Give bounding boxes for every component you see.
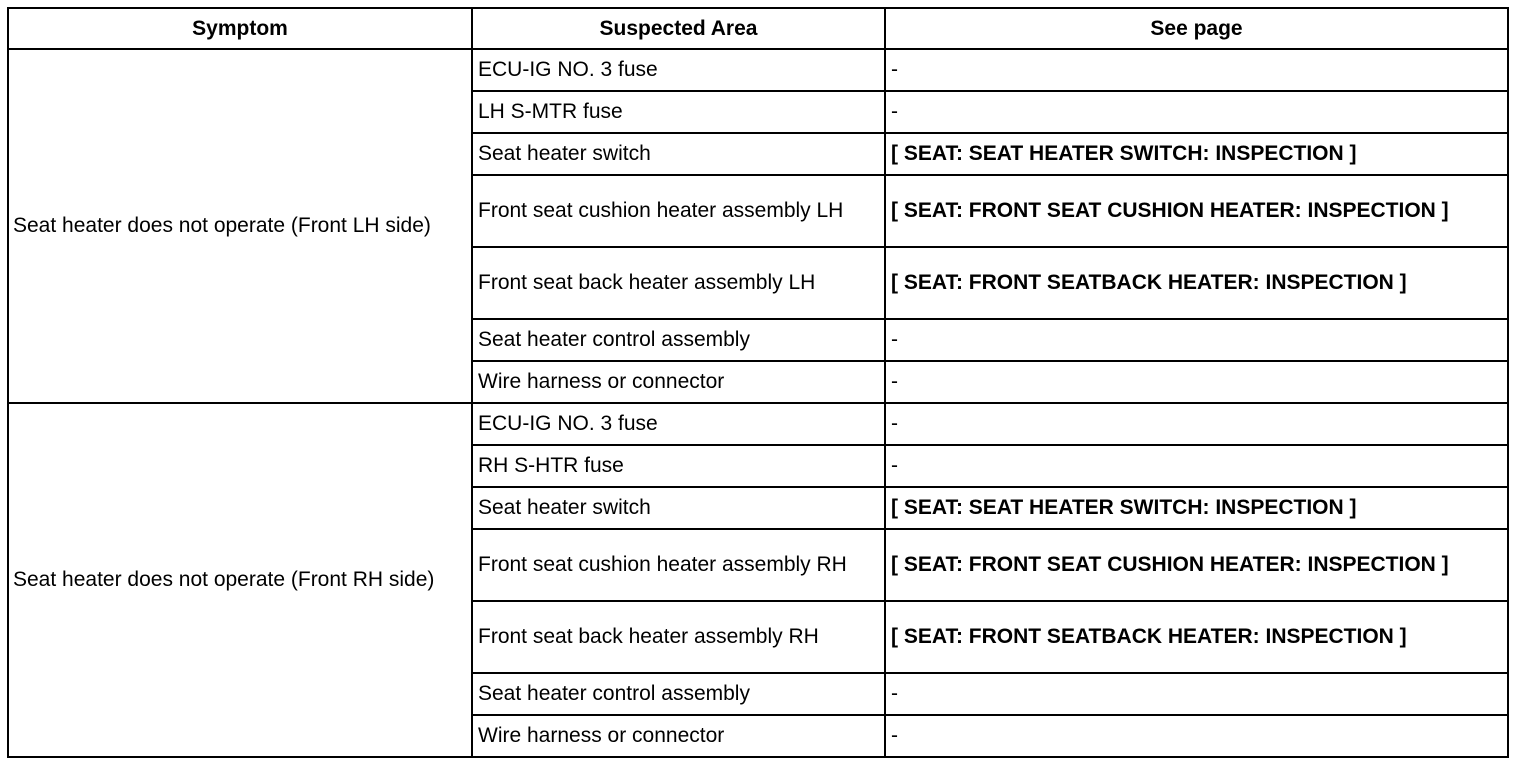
see-page-cell: - <box>885 361 1508 403</box>
suspected-area-cell: Front seat cushion heater assembly RH <box>472 529 885 601</box>
table-row <box>8 403 1508 445</box>
see-page-link[interactable]: [ SEAT: FRONT SEATBACK HEATER: INSPECTION ] <box>885 601 1508 673</box>
suspected-area-cell: Seat heater control assembly <box>472 319 885 361</box>
symptom-cell: Seat heater does not operate (Front RH side) <box>8 403 472 757</box>
suspected-area-cell: Seat heater switch <box>472 487 885 529</box>
see-page-link[interactable]: [ SEAT: FRONT SEATBACK HEATER: INSPECTION ] <box>885 247 1508 319</box>
see-page-link[interactable]: [ SEAT: SEAT HEATER SWITCH: INSPECTION ] <box>885 133 1508 175</box>
suspected-area-cell: Seat heater control assembly <box>472 673 885 715</box>
see-page-cell: - <box>885 91 1508 133</box>
suspected-area-cell: Seat heater switch <box>472 133 885 175</box>
header-suspected-area: Suspected Area <box>472 8 885 49</box>
see-page-link[interactable]: [ SEAT: FRONT SEAT CUSHION HEATER: INSPECTION ] <box>885 175 1508 247</box>
see-page-cell: - <box>885 445 1508 487</box>
suspected-area-cell: ECU-IG NO. 3 fuse <box>472 49 885 91</box>
suspected-area-cell: Wire harness or connector <box>472 715 885 757</box>
see-page-cell: - <box>885 49 1508 91</box>
see-page-cell: - <box>885 673 1508 715</box>
header-row <box>8 8 1508 49</box>
suspected-area-cell: Front seat cushion heater assembly LH <box>472 175 885 247</box>
suspected-area-cell: Wire harness or connector <box>472 361 885 403</box>
suspected-area-cell: ECU-IG NO. 3 fuse <box>472 403 885 445</box>
see-page-cell: - <box>885 403 1508 445</box>
header-symptom: Symptom <box>8 8 472 49</box>
see-page-cell: - <box>885 319 1508 361</box>
suspected-area-cell: RH S-HTR fuse <box>472 445 885 487</box>
symptom-cell: Seat heater does not operate (Front LH side) <box>8 49 472 403</box>
see-page-link[interactable]: [ SEAT: SEAT HEATER SWITCH: INSPECTION ] <box>885 487 1508 529</box>
suspected-area-cell: Front seat back heater assembly LH <box>472 247 885 319</box>
see-page-cell: - <box>885 715 1508 757</box>
troubleshooting-table <box>7 7 1509 758</box>
table-row <box>8 49 1508 91</box>
suspected-area-cell: Front seat back heater assembly RH <box>472 601 885 673</box>
header-see-page: See page <box>885 8 1508 49</box>
suspected-area-cell: LH S-MTR fuse <box>472 91 885 133</box>
see-page-link[interactable]: [ SEAT: FRONT SEAT CUSHION HEATER: INSPECTION ] <box>885 529 1508 601</box>
